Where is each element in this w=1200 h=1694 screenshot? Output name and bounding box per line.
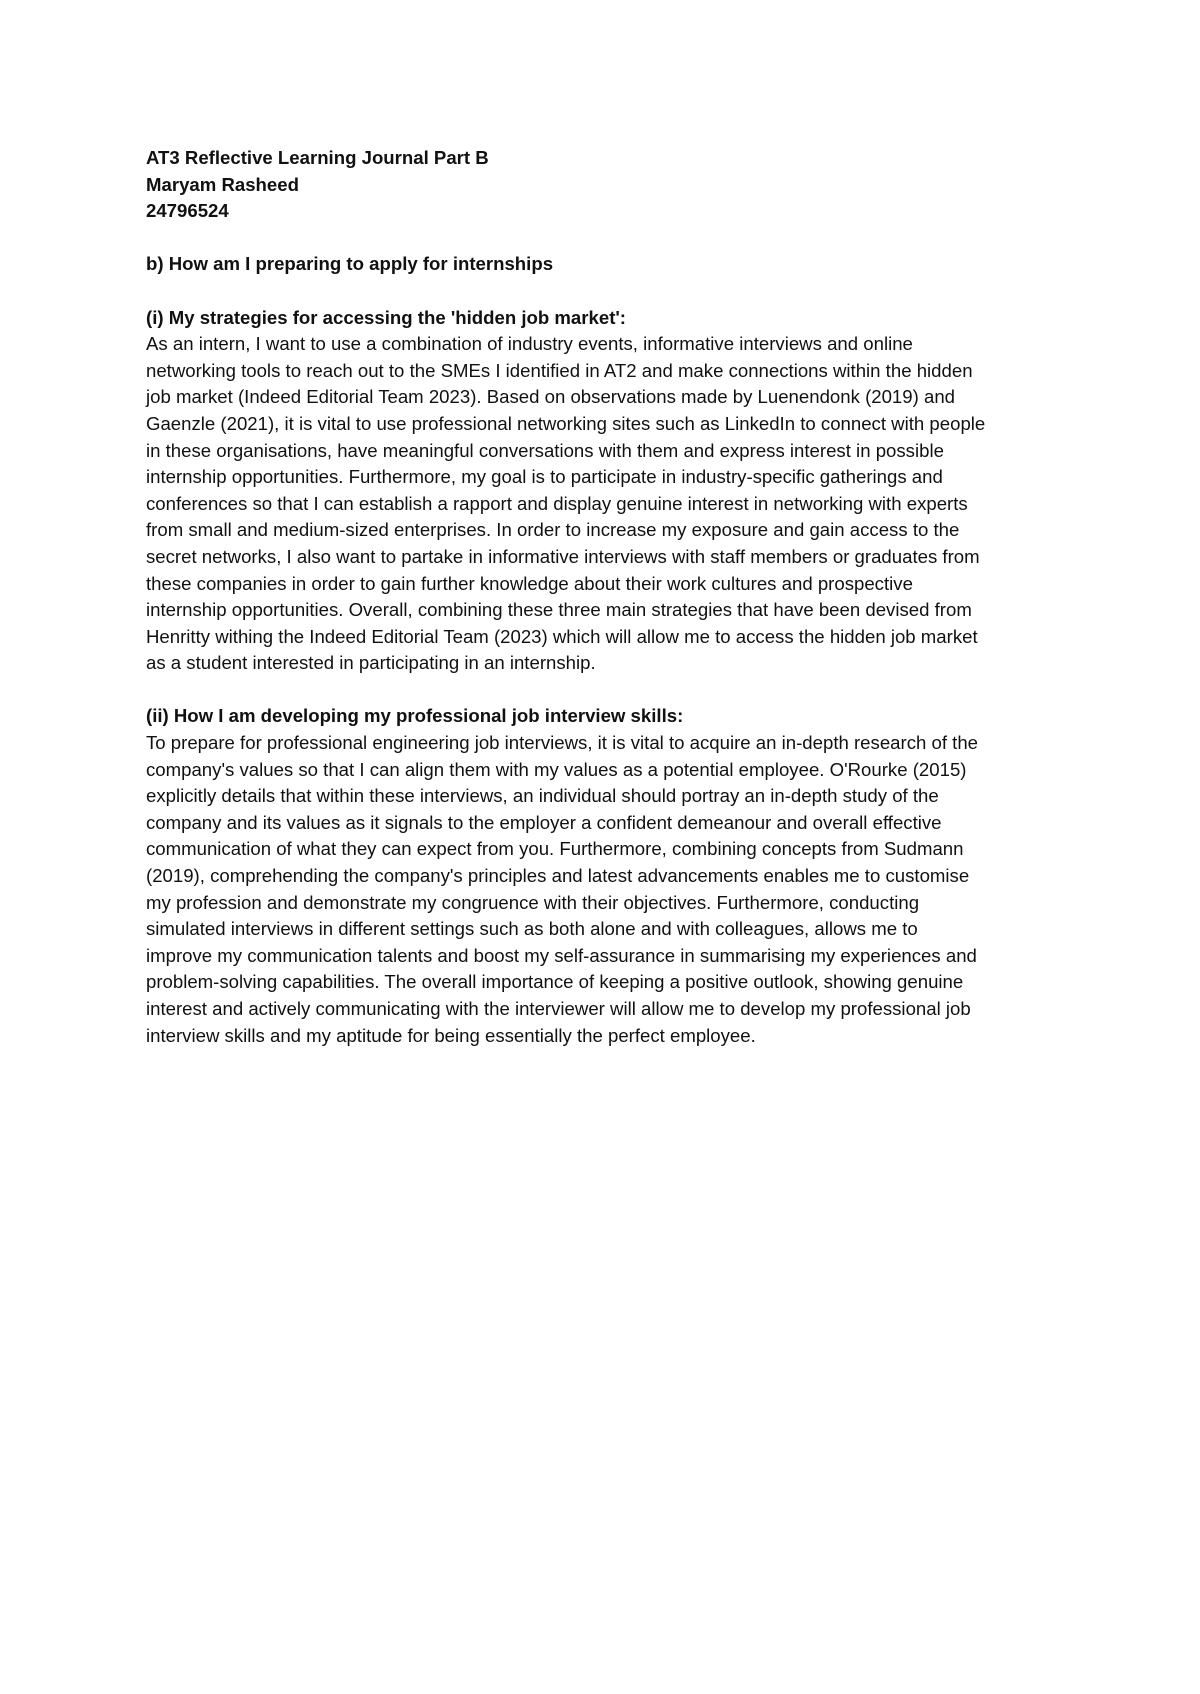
paragraph-line: company and its values as it signals to the employer a confident demeanour and overall effective [146,811,942,833]
paragraph-line: job market (Indeed Editorial Team 2023). Based on observations made by Luenendonk (2019) and [146,386,955,408]
paragraph-line: from small and medium-sized enterprises. In order to increase my exposure and gain access to the [146,519,960,541]
document-body [146,145,1071,1049]
paragraph-line: simulated interviews in different settings such as both alone and with colleagues, allows me to [146,918,918,940]
paragraph-line: in these organisations, have meaningful conversations with them and express interest in possible [146,439,944,461]
paragraph-line: communication of what they can expect from you. Furthermore, combining concepts from Sudmann [146,838,964,860]
paragraph-line: Henritty withing the Indeed Editorial Team (2023) which will allow me to access the hidden job market [146,625,978,647]
paragraph-line: (2019), comprehending the company's principles and latest advancements enables me to customise [146,865,970,887]
section-b-heading: b) How am I preparing to apply for internships [146,253,554,275]
section-ii-paragraph [146,730,1071,1049]
section-i-heading: (i) My strategies for accessing the 'hidden job market': [146,306,626,328]
paragraph-line: company's values so that I can align them with my values as a potential employee. O'Rourke (2015) [146,758,967,780]
paragraph-line: as a student interested in participating in an internship. [146,652,596,674]
paragraph-line: problem-solving capabilities. The overall importance of keeping a positive outlook, showing genuine [146,971,964,993]
section-i-paragraph [146,331,1071,677]
paragraph-line: explicitly details that within these interviews, an individual should portray an in-depth study of the [146,785,939,807]
paragraph-line: conferences so that I can establish a rapport and display genuine interest in networking with experts [146,492,968,514]
paragraph-line: my profession and demonstrate my congruence with their objectives. Furthermore, conducting [146,891,920,913]
paragraph-line: secret networks, I also want to partake in informative interviews with staff members or graduates from [146,545,980,567]
section-ii-heading: (ii) How I am developing my professional job interview skills: [146,705,684,727]
paragraph-line: interest and actively communicating with the interviewer will allow me to develop my professional job [146,998,971,1019]
spacer [146,225,1071,252]
spacer [146,677,1071,704]
paragraph-line: internship opportunities. Furthermore, my goal is to participate in industry-specific gatherings and [146,466,943,488]
paragraph-line: these companies in order to gain further knowledge about their work cultures and prospective [146,572,913,594]
paragraph-line: interview skills and my aptitude for being essentially the perfect employee. [146,1024,756,1046]
paragraph-line: improve my communication talents and boost my self-assurance in summarising my experiences and [146,944,977,966]
spacer [146,278,1071,305]
paragraph-line: To prepare for professional engineering job interviews, it is vital to acquire an in-depth research of the [146,732,979,754]
paragraph-line: networking tools to reach out to the SMEs I identified in AT2 and make connections within the hidden [146,359,973,381]
student-id: 24796524 [146,200,229,222]
paragraph-line: Gaenzle (2021), it is vital to use professional networking sites such as LinkedIn to connect with people [146,412,986,434]
paragraph-line: internship opportunities. Overall, combining these three main strategies that have been devised from [146,599,972,621]
document-title: AT3 Reflective Learning Journal Part B [146,147,489,168]
author-name: Maryam Rasheed [146,173,299,195]
paragraph-line: As an intern, I want to use a combination of industry events, informative interviews and online [146,333,913,355]
